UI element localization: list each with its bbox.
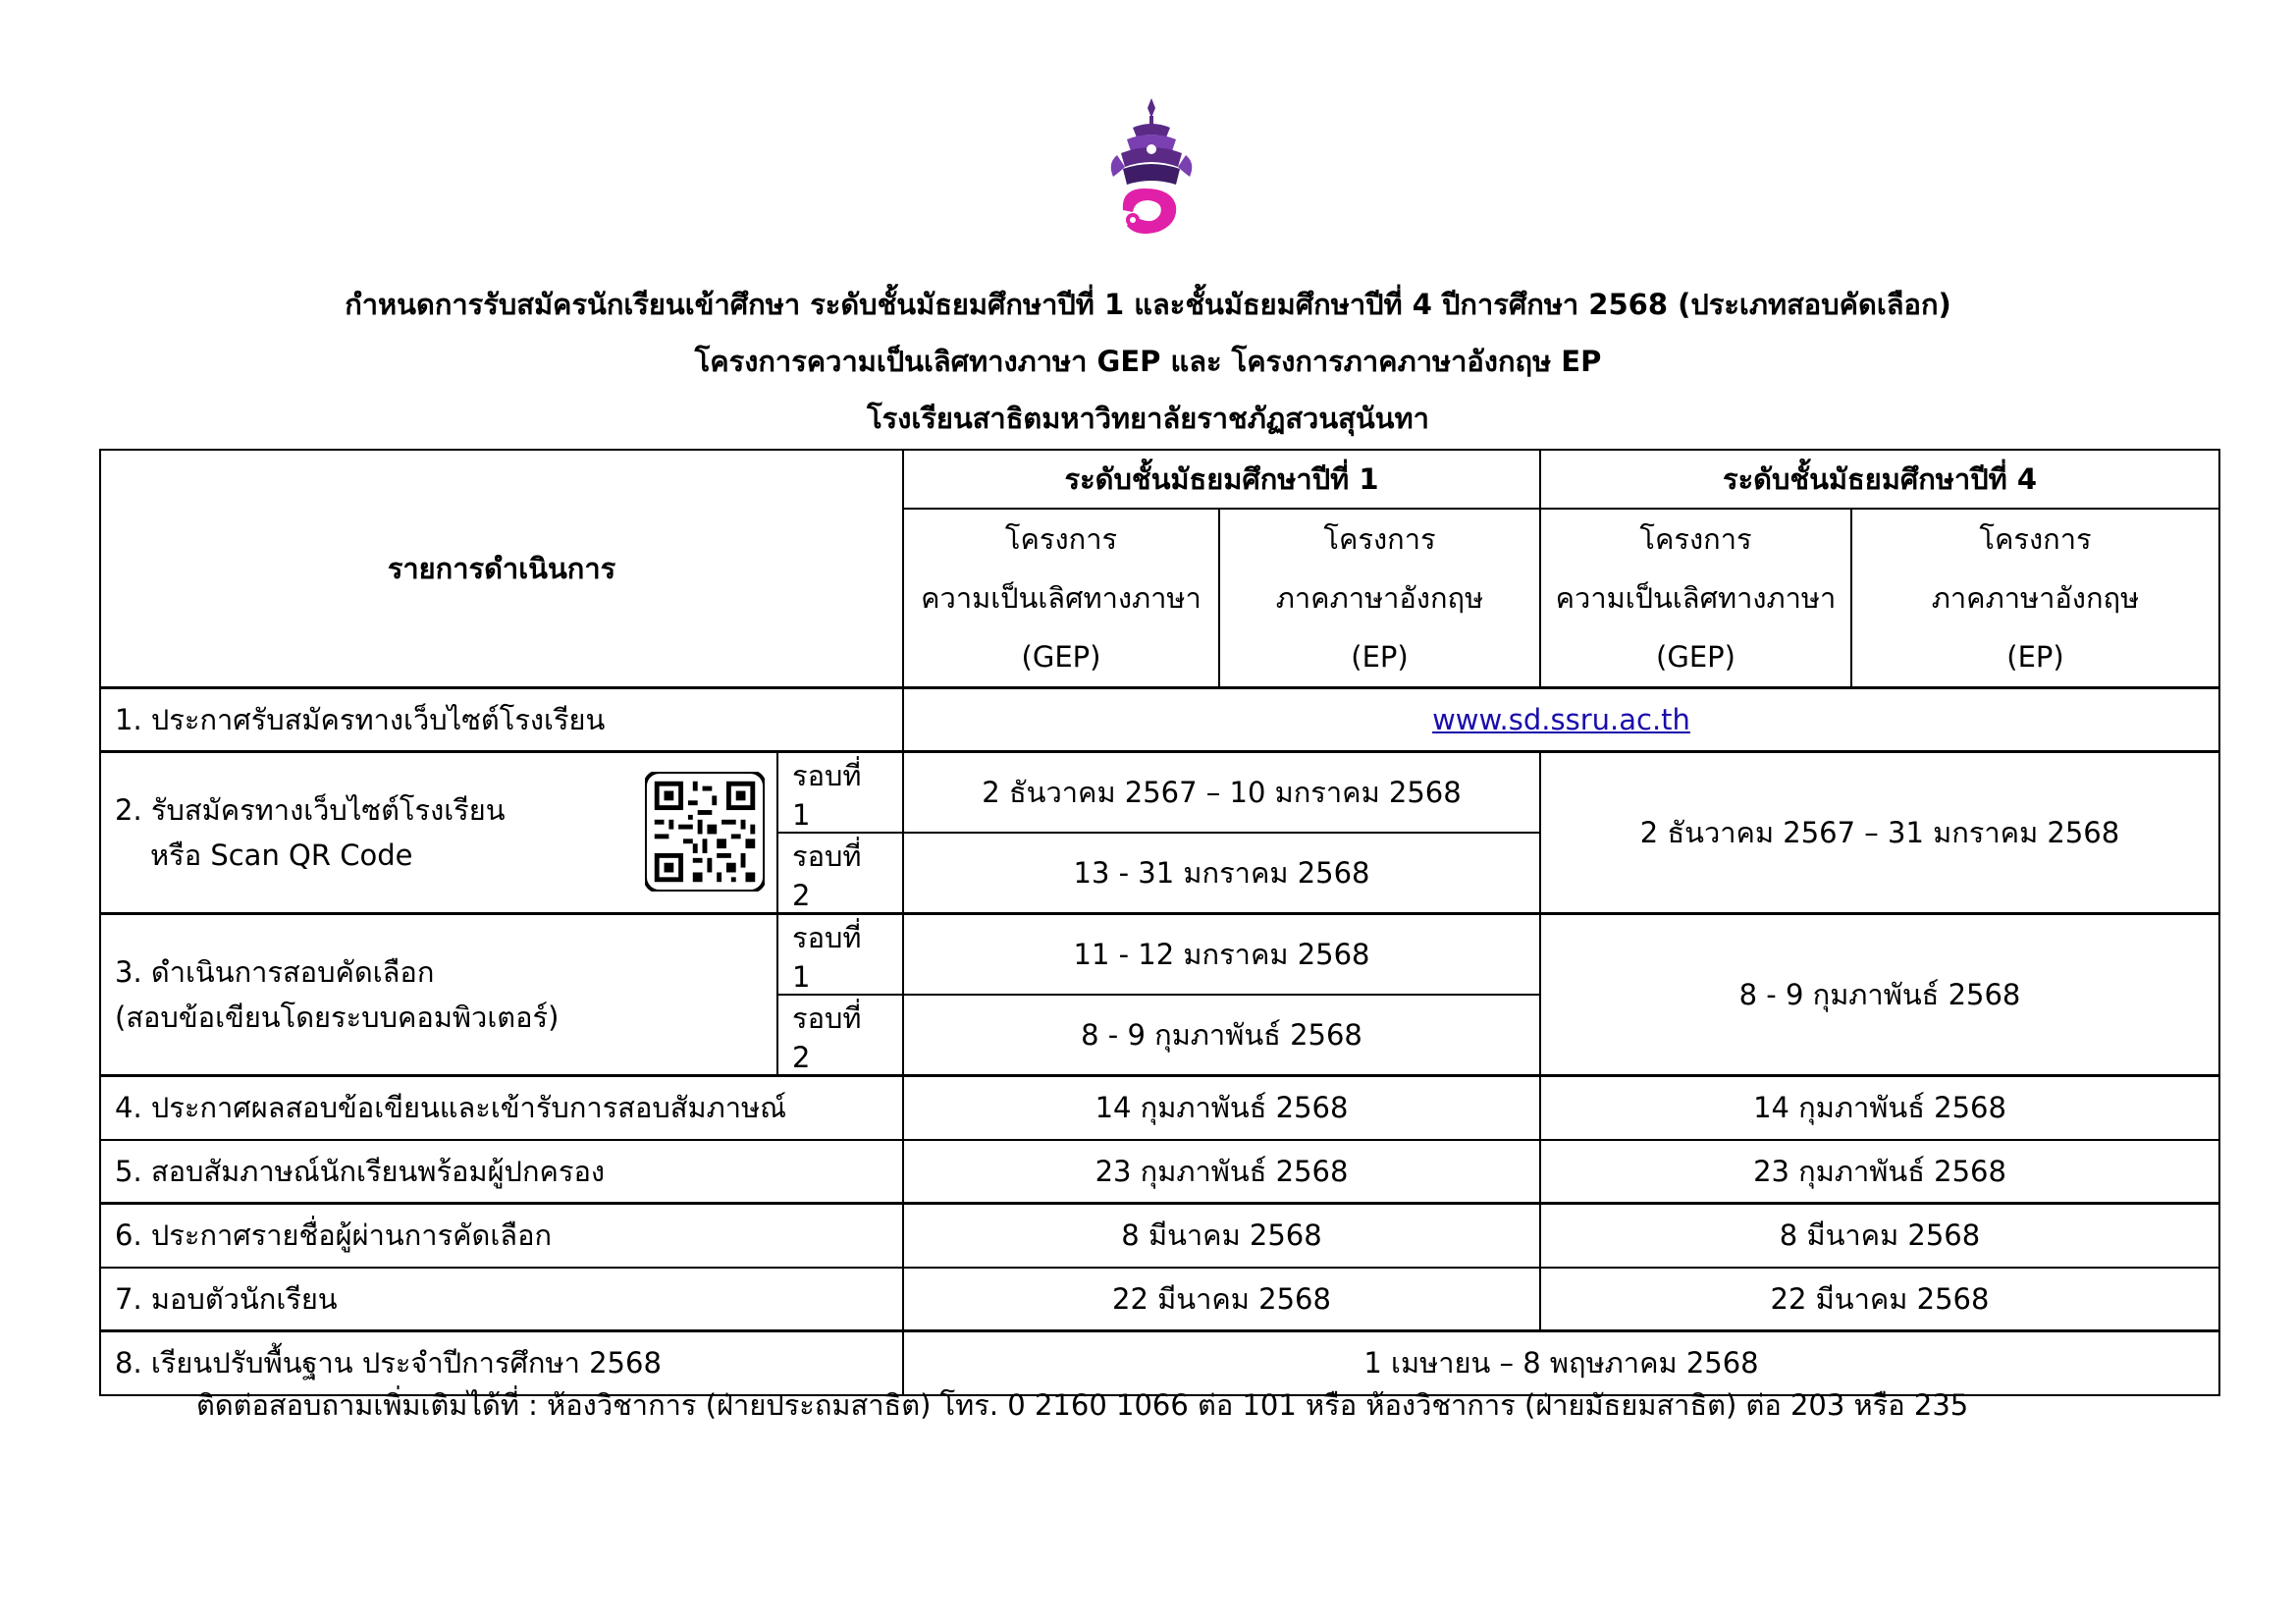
school-emblem-logo [1103,94,1200,240]
activities-header: รายการดำเนินการ [100,450,903,688]
table-row [100,1268,2219,1331]
table-row [100,1204,2219,1268]
row3-round2-label: รอบที่ 2 [777,995,903,1076]
row6-m4: 8 มีนาคม 2568 [1540,1204,2219,1268]
program-line: โครงการ [1004,522,1118,556]
row3-round1-label: รอบที่ 1 [777,914,903,996]
row7-m1: 22 มีนาคม 2568 [903,1268,1540,1331]
program-header-m4-ep [1851,509,2219,688]
row5-m1: 23 กุมภาพันธ์ 2568 [903,1140,1540,1204]
row7-m4: 22 มีนาคม 2568 [1540,1268,2219,1331]
row2-m4: 2 ธันวาคม 2567 – 31 มกราคม 2568 [1540,752,2219,914]
program-line: (GEP) [1021,640,1101,674]
program-line: ภาคภาษาอังกฤษ [1931,581,2140,615]
table-header-row [100,450,2219,509]
table-row [100,1140,2219,1204]
program-line: ภาคภาษาอังกฤษ [1275,581,1484,615]
program-line: (EP) [1351,640,1409,674]
row3-label-line1: 3. ดำเนินการสอบคัดเลือก [115,955,435,989]
program-line: ความเป็นเลิศทางภาษา [1555,581,1837,615]
row4-m1: 14 กุมภาพันธ์ 2568 [903,1076,1540,1140]
program-line: โครงการ [1979,522,2092,556]
row5-label: 5. สอบสัมภาษณ์นักเรียนพร้อมผู้ปกครอง [100,1140,903,1204]
program-header-m4-gep [1540,509,1851,688]
schedule-table [99,449,2220,1396]
row1-value [903,688,2219,752]
row1-label: 1. ประกาศรับสมัครทางเว็บไซต์โรงเรียน [100,688,903,752]
row2-round2-label: รอบที่ 2 [777,833,903,914]
contact-footer: ติดต่อสอบถามเพิ่มเติมได้ที่ : ห้องวิชาการ (ฝ่ายประถมสาธิต) โทร. 0 2160 1066 ต่อ 101 หรือ ห้องวิชาการ (ฝ่ายมัธยมสาธิต) ต่อ 203 หรือ 235 [196,1388,1969,1422]
row2-label [100,752,777,914]
program-line: ความเป็นเลิศทางภาษา [921,581,1201,615]
program-header-m1-ep [1219,509,1540,688]
table-row [100,688,2219,752]
program-line: (GEP) [1656,640,1735,674]
program-line: (EP) [2006,640,2064,674]
row4-label: 4. ประกาศผลสอบข้อเขียนและเข้ารับการสอบสัมภาษณ์ [100,1076,903,1140]
program-line: โครงการ [1639,522,1752,556]
page-title-line1: กำหนดการรับสมัครนักเรียนเข้าศึกษา ระดับชั้นมัธยมศึกษาปีที่ 1 และชั้นมัธยมศึกษาปีที่ 4 ปีการศึกษา 2568 (ประเภทสอบคัดเลือก) [345,288,1951,321]
row7-label: 7. มอบตัวนักเรียน [100,1268,903,1331]
level1-header: ระดับชั้นมัธยมศึกษาปีที่ 1 [903,450,1540,509]
row2-label-line1: 2. รับสมัครทางเว็บไซต์โรงเรียน [115,793,506,827]
row5-m4: 23 กุมภาพันธ์ 2568 [1540,1140,2219,1204]
row2-m1-round1: 2 ธันวาคม 2567 – 10 มกราคม 2568 [903,752,1540,834]
program-header-m1-gep [903,509,1219,688]
row8-all: 1 เมษายน – 8 พฤษภาคม 2568 [903,1331,2219,1395]
program-line: โครงการ [1323,522,1436,556]
row3-label-line2: (สอบข้อเขียนโดยระบบคอมพิวเตอร์) [115,1001,560,1034]
row2-round1-label: รอบที่ 1 [777,752,903,834]
school-website-link[interactable]: www.sd.ssru.ac.th [1432,703,1690,736]
table-row [100,914,2219,996]
row2-m1-round2: 13 - 31 มกราคม 2568 [903,833,1540,914]
table-row [100,1076,2219,1140]
row4-m4: 14 กุมภาพันธ์ 2568 [1540,1076,2219,1140]
row2-label-line2: หรือ Scan QR Code [150,839,413,872]
qr-code-icon[interactable] [645,772,765,892]
row6-m1: 8 มีนาคม 2568 [903,1204,1540,1268]
table-row [100,752,2219,834]
row3-label [100,914,777,1076]
row3-m1-round2: 8 - 9 กุมภาพันธ์ 2568 [903,995,1540,1076]
page-title-line3: โรงเรียนสาธิตมหาวิทยาลัยราชภัฏสวนสุนันทา [867,402,1429,435]
row8-label: 8. เรียนปรับพื้นฐาน ประจำปีการศึกษา 2568 [100,1331,903,1395]
level4-header: ระดับชั้นมัธยมศึกษาปีที่ 4 [1540,450,2219,509]
row6-label: 6. ประกาศรายชื่อผู้ผ่านการคัดเลือก [100,1204,903,1268]
page-title-line2: โครงการความเป็นเลิศทางภาษา GEP และ โครงการภาคภาษาอังกฤษ EP [694,345,1602,378]
row3-m1-round1: 11 - 12 มกราคม 2568 [903,914,1540,996]
row3-m4: 8 - 9 กุมภาพันธ์ 2568 [1540,914,2219,1076]
